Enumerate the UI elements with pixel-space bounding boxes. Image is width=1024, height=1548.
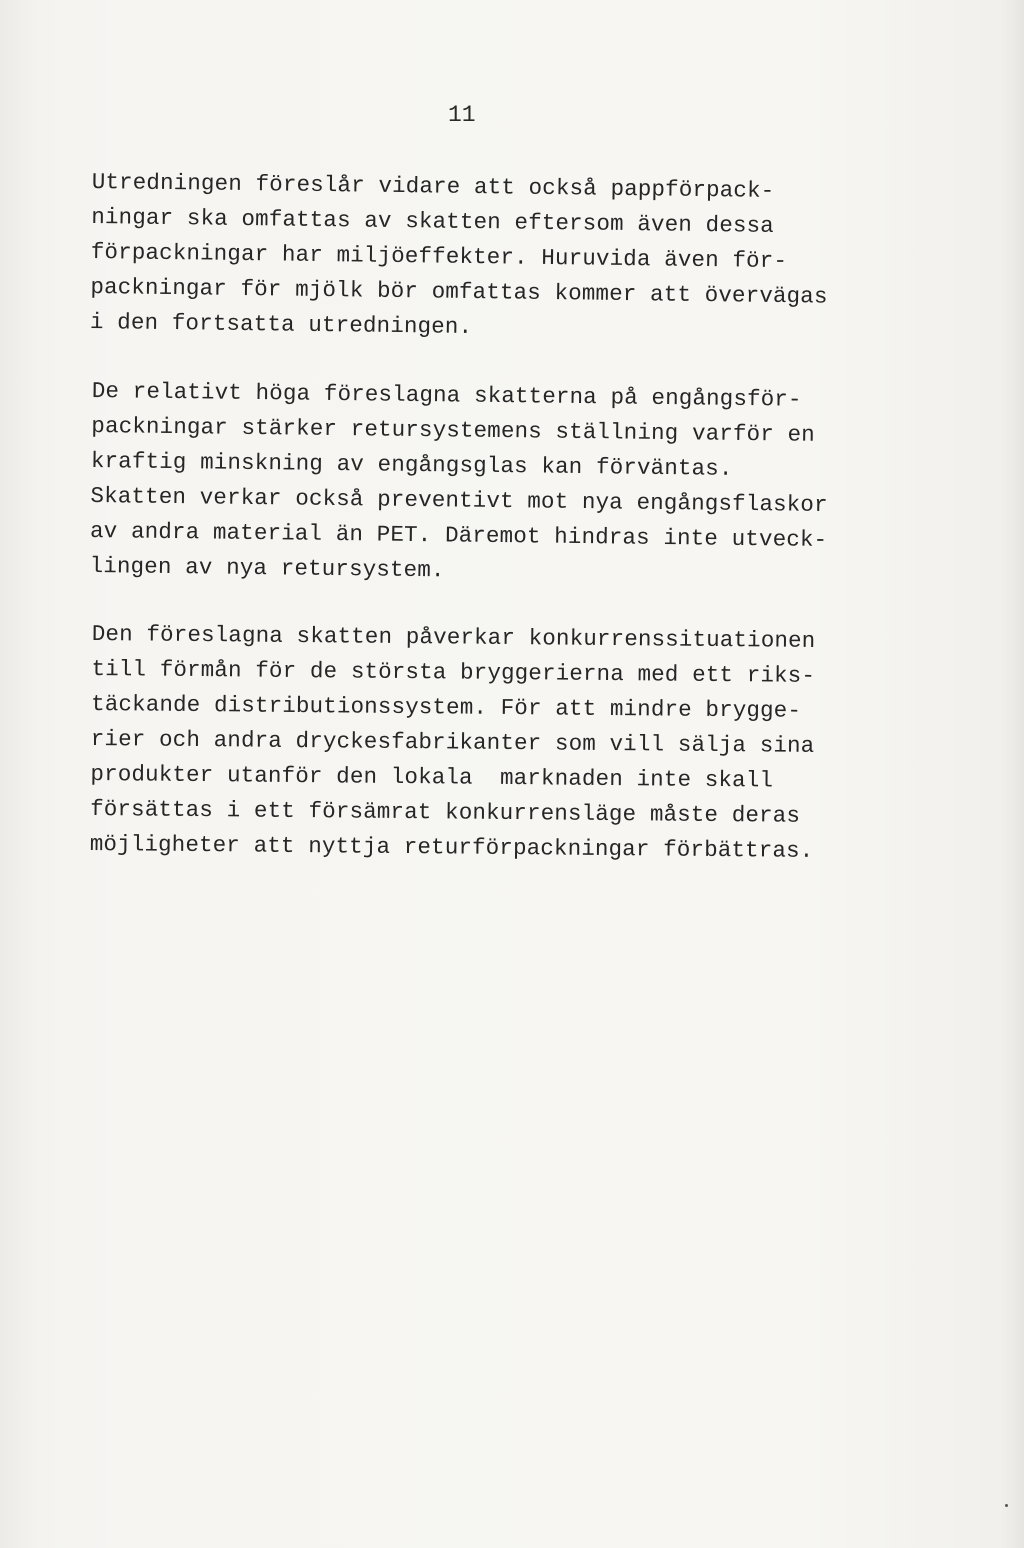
page-number: 11 [448, 102, 476, 128]
text-line: De relativt höga föreslagna skatterna på engångsför- [91, 377, 802, 413]
text-line: Den föreslagna skatten påverkar konkurrenssituationen [91, 620, 816, 654]
text-line: möjligheter att nyttja returförpackningar förbättras. [89, 830, 814, 864]
paragraph-packaging-scope [90, 165, 882, 350]
text-line: kraftig minskning av engångsglas kan förväntas. [90, 447, 733, 482]
text-line: försättas i ett försämrat konkurrensläge måste deras [90, 795, 801, 829]
text-line: Utredningen föreslår vidare att också pappförpack- [91, 168, 775, 204]
text-line: packningar stärker retursystemens ställning varför en [91, 412, 816, 448]
scan-speck [1005, 1504, 1008, 1507]
text-line: av andra material än PET. Däremot hindras inte utveck- [89, 517, 828, 553]
text-line: förpackningar har miljöeffekter. Huruvida även för- [90, 238, 788, 275]
text-line: täckande distributionssystem. För att mindre brygge- [91, 690, 802, 724]
paragraph-competition [90, 617, 882, 870]
text-line: packningar för mjölk bör omfattas kommer att övervägas [90, 273, 828, 310]
text-line: till förmån för de största bryggerierna med ett riks- [91, 655, 816, 689]
text-line: i den fortsatta utredningen. [89, 308, 473, 340]
text-line: ningar ska omfattas av skatten eftersom även dessa [91, 203, 775, 239]
text-line: produkter utanför den lokala marknaden inte skall [90, 760, 774, 794]
paragraph-return-systems [89, 374, 882, 594]
text-line: Skatten verkar också preventivt mot nya engångsflaskor [90, 482, 828, 518]
text-line: rier och andra dryckesfabrikanter som vill sälja sina [90, 725, 815, 759]
text-line: lingen av nya retursystem. [89, 552, 445, 584]
